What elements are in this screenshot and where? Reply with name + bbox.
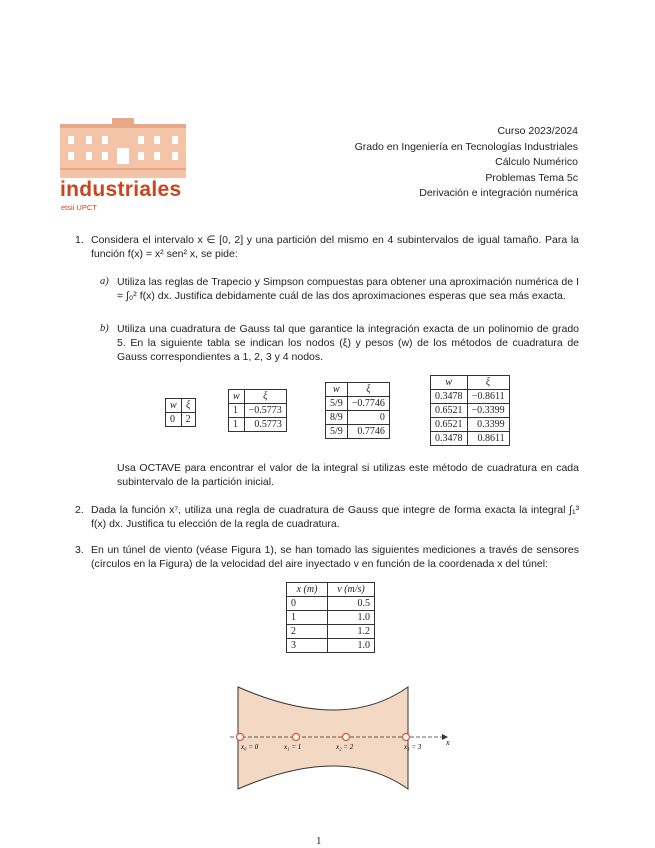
item-b-label: b) (100, 323, 109, 334)
axis-label: x (446, 738, 450, 747)
table-cell: 0.5773 (244, 418, 286, 432)
octave-note: Usa OCTAVE para encontrar el valor de la integral si utilizas este método de cuadratura en cada subintervalo de la partición inicial. (117, 462, 579, 488)
table-cell: 0 (287, 597, 328, 611)
sensor-circle (343, 734, 350, 741)
table-cell: 1 (229, 418, 245, 432)
table-cell: −0.5773 (244, 404, 286, 418)
table-cell: 0.3478 (431, 432, 468, 446)
table-cell: 0.6521 (431, 404, 468, 418)
table-cell: 0.3399 (467, 418, 509, 432)
topic-title: Derivación e integración numérica (419, 187, 578, 199)
school-building-logo (60, 118, 186, 178)
table-cell: 0.5 (328, 597, 375, 611)
table-cell: 0.8611 (467, 432, 509, 446)
tunnel-body (238, 687, 408, 789)
item-b-text: Utiliza una cuadratura de Gauss tal que garantice la integración exacta de un polinomio de grado 5. En la siguiente tabla se indican los nodos (ξ) y pesos (w) de los métodos de cuadratura de Gauss correspondientes a 1, 2, 3 y 4 nodos. (117, 323, 579, 363)
item-a-label: a) (100, 276, 109, 287)
table-cell: 0 (166, 413, 182, 427)
logo-subtitle: etsii UPCT (61, 203, 97, 212)
page-number: 1 (316, 835, 322, 847)
sensor-label: x₂ = 2 (336, 743, 354, 751)
table-header: ξ (244, 390, 286, 404)
sensor-circle (293, 734, 300, 741)
sensor-label: x₃ = 3 (404, 743, 422, 751)
table-cell: 0.7746 (347, 425, 389, 439)
table-cell: −0.8611 (467, 390, 509, 404)
sensor-circle (403, 734, 410, 741)
course-year: Curso 2023/2024 (497, 125, 578, 137)
table-cell: 0 (347, 411, 389, 425)
table-header: x (m) (287, 583, 328, 597)
table-cell: 2 (287, 625, 328, 639)
table-header: w (431, 376, 468, 390)
gauss-table-4-nodes (430, 375, 510, 446)
item-a-text: Utiliza las reglas de Trapecio y Simpson compuestas para obtener una aproximación numérica de I = ∫₀² f(x) dx. Justifica debidamente cuál de las dos aproximaciones esperas que sea más exacta. (117, 276, 579, 302)
table-cell: 1 (229, 404, 245, 418)
table-header: w (229, 390, 245, 404)
table-cell: 0.6521 (431, 418, 468, 432)
problem-3-text: En un túnel de viento (véase Figura 1), se han tomado las siguientes mediciones a través de sensores (círculos en la Figura) de la velocidad del aire inyectado v en función de la coordenada x del túnel: (91, 544, 579, 570)
table-header: w (166, 399, 182, 413)
table-cell: 2 (181, 413, 195, 427)
course-header (355, 124, 578, 202)
table-cell: 1.0 (328, 639, 375, 653)
table-cell: 0.3478 (431, 390, 468, 404)
table-cell: −0.3399 (467, 404, 509, 418)
table-header: ξ (181, 399, 195, 413)
table-cell: −0.7746 (347, 397, 389, 411)
problem-2-number: 2. (75, 504, 84, 516)
gauss-table-3-nodes (325, 382, 390, 439)
table-cell: 1.0 (328, 611, 375, 625)
problem-2-text: Dada la función x⁷, utiliza una regla de cuadratura de Gauss que integre de forma exacta la integral ∫₁³ f(x) dx. Justifica tu elección de la regla de cuadratura. (91, 504, 579, 530)
velocity-table (286, 582, 375, 653)
sensor-label: x₁ = 1 (284, 743, 302, 751)
table-header: ξ (467, 376, 509, 390)
problem-1-number: 1. (75, 234, 84, 246)
degree-name: Grado en Ingeniería en Tecnologías Industriales (354, 140, 578, 153)
table-cell: 5/9 (326, 425, 348, 439)
table-cell: 3 (287, 639, 328, 653)
problem-3-number: 3. (75, 544, 84, 556)
logo-wordmark: industriales (60, 178, 182, 201)
gauss-table-2-nodes (228, 389, 287, 432)
table-cell: 1.2 (328, 625, 375, 639)
problem-1-text: Considera el intervalo x ∈ [0, 2] y una partición del mismo en 4 subintervalos de igual tamaño. Para la función f(x) = x² sen² x, se pide: (91, 234, 579, 260)
subject-name: Cálculo Numérico (495, 156, 578, 168)
table-cell: 1 (287, 611, 328, 625)
sensor-circle (237, 734, 244, 741)
problem-set-title: Problemas Tema 5c (485, 171, 578, 184)
table-header: w (326, 383, 348, 397)
table-header: v (m/s) (328, 583, 375, 597)
gauss-table-1-node (165, 398, 196, 427)
sensor-label: x₀ = 0 (241, 743, 259, 751)
table-cell: 8/9 (326, 411, 348, 425)
wind-tunnel-figure (228, 683, 458, 795)
table-header: ξ (347, 383, 389, 397)
table-cell: 5/9 (326, 397, 348, 411)
